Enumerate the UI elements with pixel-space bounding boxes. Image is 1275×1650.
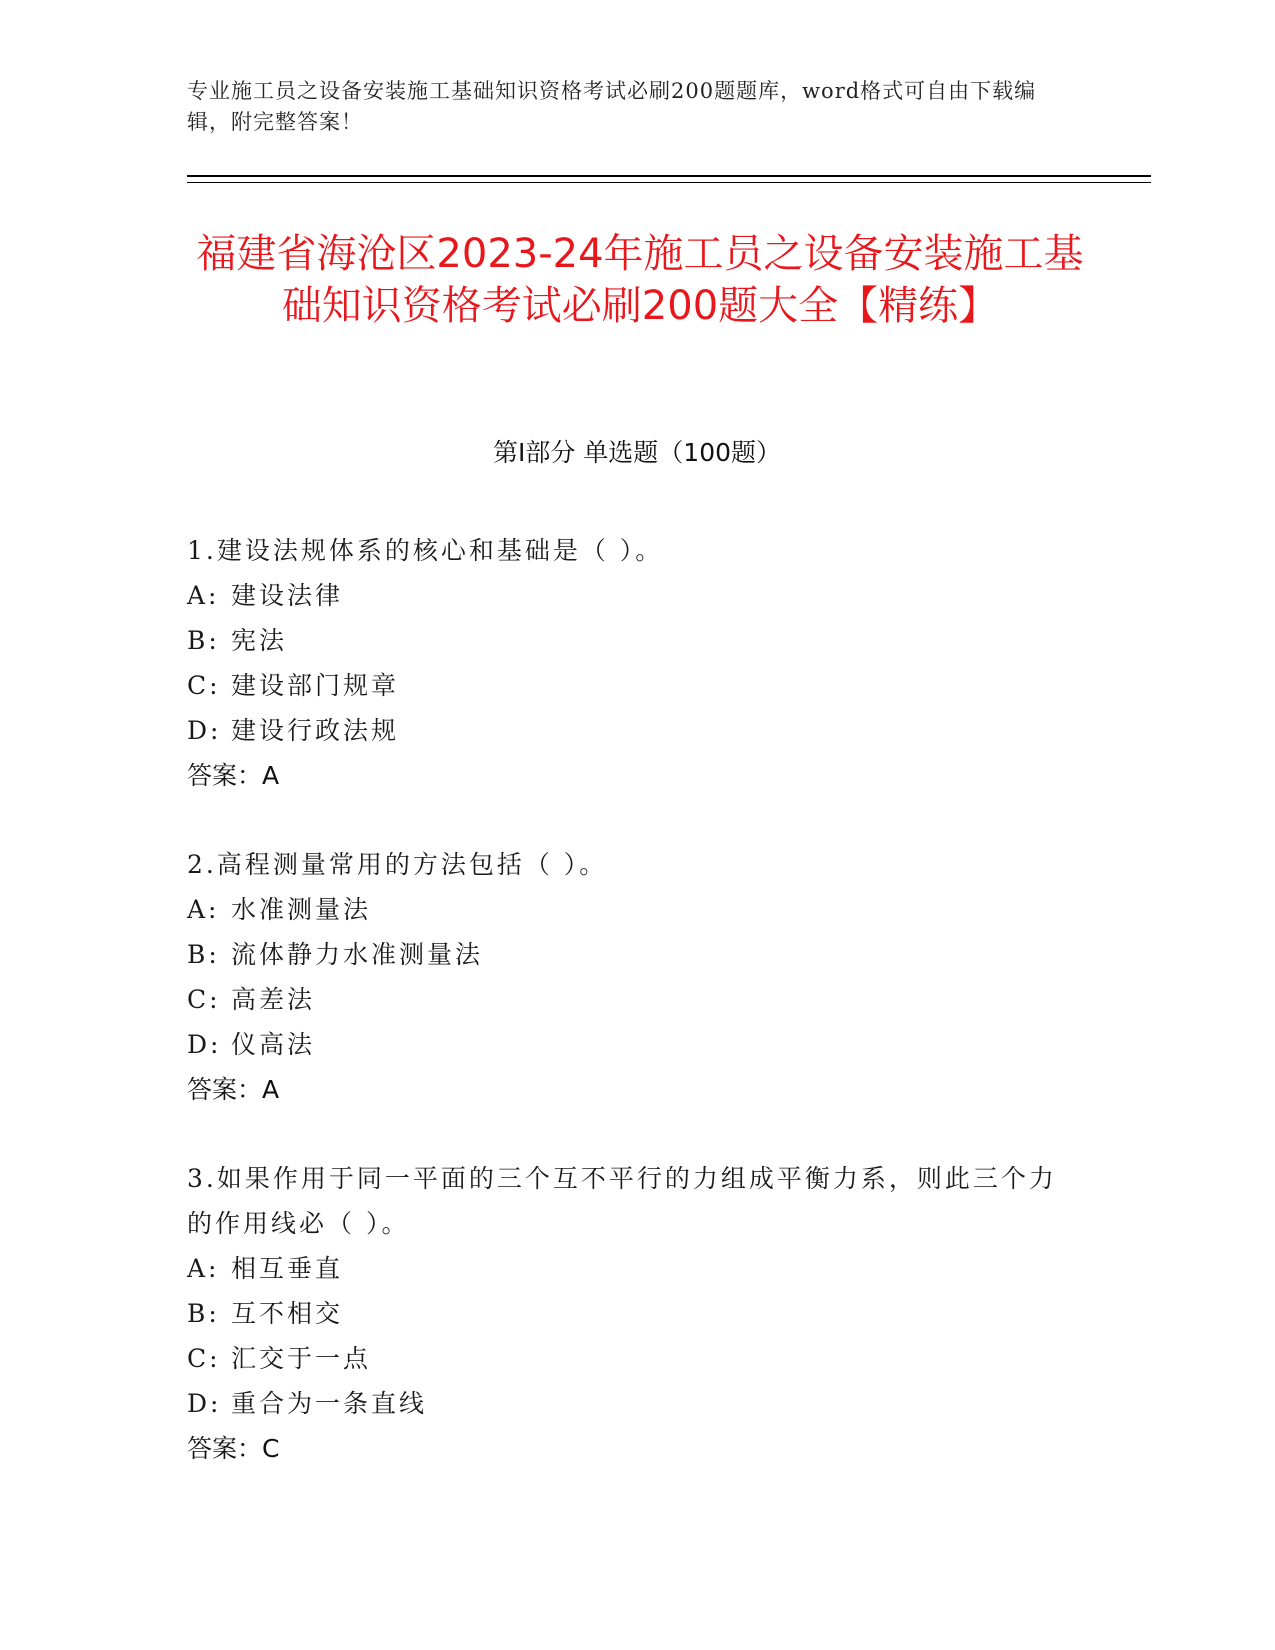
header-note: 专业施工员之设备安装施工基础知识资格考试必刷200题题库，word格式可自由下载编辑，附完整答案！ bbox=[187, 79, 1037, 134]
answer-label: 答案： bbox=[187, 761, 263, 790]
question-stem: 1.建设法规体系的核心和基础是（ ）。 bbox=[187, 536, 664, 565]
option-letter: B: bbox=[187, 626, 220, 655]
question-3 bbox=[187, 1156, 1067, 1471]
question-stem: 2.高程测量常用的方法包括（ ）。 bbox=[187, 850, 608, 879]
answer-line bbox=[187, 1067, 1067, 1112]
option-c bbox=[187, 663, 1067, 708]
option-letter: C: bbox=[187, 671, 221, 700]
option-a bbox=[187, 1246, 1067, 1291]
option-letter: D: bbox=[187, 1389, 222, 1418]
option-c bbox=[187, 977, 1067, 1022]
header-divider-thick bbox=[187, 175, 1151, 177]
option-d bbox=[187, 708, 1067, 753]
question-stem: 3.如果作用于同一平面的三个互不平行的力组成平衡力系，则此三个力的作用线必（ ）。 bbox=[187, 1164, 1057, 1238]
answer-line bbox=[187, 1426, 1067, 1471]
answer-label: 答案： bbox=[187, 1434, 263, 1463]
option-letter: D: bbox=[187, 716, 222, 745]
option-text: 互不相交 bbox=[231, 1299, 344, 1328]
option-text: 水准测量法 bbox=[231, 895, 372, 924]
option-text: 汇交于一点 bbox=[231, 1344, 372, 1373]
option-a bbox=[187, 887, 1067, 932]
header-divider-thin bbox=[187, 182, 1151, 183]
option-b bbox=[187, 1291, 1067, 1336]
option-letter: C: bbox=[187, 985, 221, 1014]
option-text: 仪高法 bbox=[231, 1030, 316, 1059]
document-title: 福建省海沧区2023-24年施工员之设备安装施工基础知识资格考试必刷200题大全【精练】 bbox=[196, 231, 1084, 329]
option-letter: A: bbox=[187, 1254, 220, 1283]
option-text: 建设法律 bbox=[231, 581, 344, 610]
option-letter: A: bbox=[187, 581, 220, 610]
option-b bbox=[187, 618, 1067, 663]
option-letter: D: bbox=[187, 1030, 222, 1059]
answer-value: C bbox=[262, 1434, 280, 1463]
section-heading: 第Ⅰ部分 单选题（100题） bbox=[492, 438, 782, 467]
option-text: 建设部门规章 bbox=[231, 671, 400, 700]
option-a bbox=[187, 573, 1067, 618]
option-text: 高差法 bbox=[231, 985, 316, 1014]
option-b bbox=[187, 932, 1067, 977]
answer-line bbox=[187, 753, 1067, 798]
answer-value: A bbox=[262, 1075, 280, 1104]
option-letter: C: bbox=[187, 1344, 221, 1373]
option-letter: A: bbox=[187, 895, 220, 924]
answer-label: 答案： bbox=[187, 1075, 263, 1104]
option-letter: B: bbox=[187, 940, 220, 969]
option-text: 建设行政法规 bbox=[231, 716, 400, 745]
option-d bbox=[187, 1381, 1067, 1426]
question-2 bbox=[187, 842, 1067, 1112]
question-1 bbox=[187, 528, 1067, 798]
option-text: 相互垂直 bbox=[231, 1254, 344, 1283]
option-d bbox=[187, 1022, 1067, 1067]
answer-value: A bbox=[262, 761, 280, 790]
option-letter: B: bbox=[187, 1299, 220, 1328]
option-text: 流体静力水准测量法 bbox=[231, 940, 484, 969]
option-text: 重合为一条直线 bbox=[231, 1389, 428, 1418]
option-text: 宪法 bbox=[231, 626, 288, 655]
question-list bbox=[187, 528, 1067, 1515]
option-c bbox=[187, 1336, 1067, 1381]
